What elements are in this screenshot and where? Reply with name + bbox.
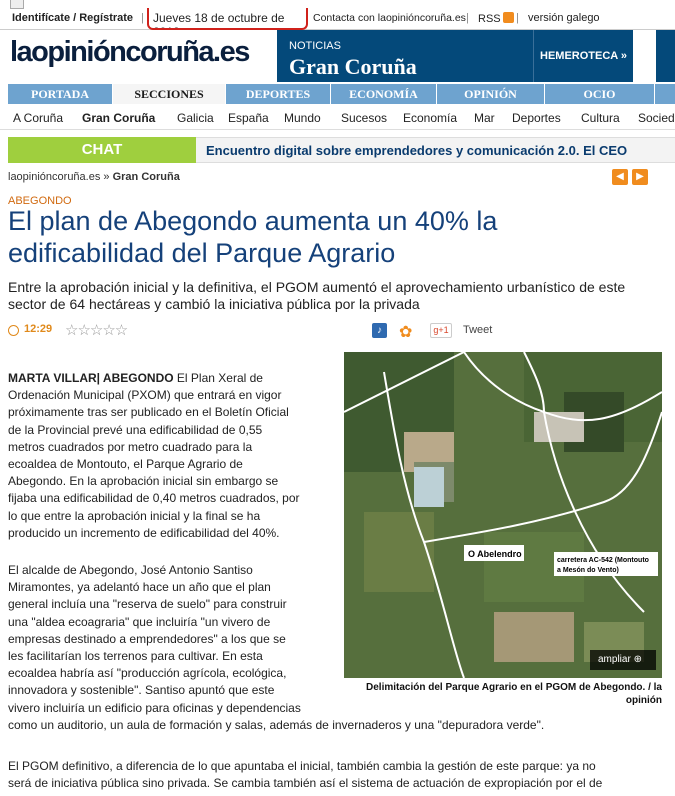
- contact-link[interactable]: Contacta con laopinióncoruña.es: [313, 12, 466, 24]
- subnav-espana[interactable]: España: [228, 111, 269, 125]
- article-headline: El plan de Abegondo aumenta un 40% la edificabilidad del Parque Agrario: [8, 206, 498, 268]
- prev-article-button[interactable]: [612, 169, 628, 185]
- chat-ticker[interactable]: [196, 137, 675, 163]
- paragraph-line: empresas destinado a emprendedores" a los que se: [8, 631, 286, 646]
- article-time: 12:29: [24, 323, 53, 335]
- chat-button[interactable]: CHAT: [8, 137, 196, 163]
- separator: |: [466, 12, 469, 24]
- red-underline-annotation: [147, 8, 308, 30]
- road-label-line1: carretera AC-542 (Montouto: [557, 557, 649, 564]
- article-meta: [8, 322, 668, 342]
- arrow-right-icon: ▶: [636, 171, 644, 182]
- road-label-line2: a Mesón do Vento): [557, 567, 619, 574]
- paragraph-line: fijaba una edificabilidad de 0,40 metros cuadrados, por: [8, 491, 300, 506]
- tweet-button[interactable]: Tweet: [463, 324, 493, 336]
- date-display: [147, 8, 308, 30]
- clock-icon: [8, 325, 19, 336]
- broken-image-icon: [10, 0, 24, 9]
- paragraph-line: les facilitarían los terrenos para cultivar. En esta: [8, 649, 263, 664]
- breadcrumb-section[interactable]: Gran Coruña: [112, 171, 180, 183]
- section-title: Gran Coruña: [289, 54, 417, 79]
- rss-label: RSS: [478, 13, 501, 25]
- subnav-mar[interactable]: Mar: [474, 111, 495, 125]
- subnav-cultura[interactable]: Cultura: [581, 111, 620, 125]
- meneame-icon[interactable]: ✿: [399, 324, 413, 341]
- paragraph-line: general incluía una "reserva de suelo" para construir: [8, 597, 287, 612]
- zoom-label: ampliar: [598, 654, 631, 665]
- paragraph-line: próximamente tras ser publicado en el Boletín Oficial: [8, 405, 289, 420]
- arrow-left-icon: ◀: [616, 171, 624, 182]
- paragraph-line: Abegondo. En la aprobación inicial sin embargo se: [8, 474, 279, 489]
- paragraph-line: Miramontes, ya adelantó hace un año que el plan: [8, 580, 271, 595]
- subnav-mundo[interactable]: Mundo: [284, 111, 321, 125]
- tab-ocio[interactable]: OCIO: [545, 84, 655, 104]
- share-icon[interactable]: ♪: [372, 323, 387, 338]
- date-text: Jueves 18 de octubre de: [153, 11, 285, 25]
- article-subhead: Entre la aprobación inicial y la definitiva, el PGOM aumentó el aprovechamiento urbanístico de este sector de 64 hectáreas y cambió la iniciativa pública por la privada: [8, 279, 626, 312]
- subnav-a-coruna[interactable]: A Coruña: [13, 111, 64, 125]
- article-paragraph-1: [8, 370, 338, 542]
- article-paragraph-2: [8, 562, 668, 734]
- paragraph-line: innovadora y sostenible". Santiso apuntó que este: [8, 683, 275, 698]
- site-logo[interactable]: laopinióncoruña.es: [10, 36, 249, 68]
- article-paragraph-3: [8, 758, 668, 792]
- separator: |: [516, 12, 519, 24]
- rating-stars[interactable]: ☆☆☆☆☆: [65, 322, 128, 339]
- article-byline: MARTA VILLAR| ABEGONDO: [8, 371, 174, 385]
- paragraph-line: como un auditorio, un aula de formación y salas, además de invernaderos y una "depuradora verde".: [8, 717, 545, 732]
- paragraph-line: vivero incluiría un edificio para oficinas y dependencias: [8, 700, 301, 715]
- paragraph-line: El alcalde de Abegondo, José Antonio Santiso: [8, 563, 253, 577]
- subnav-deportes[interactable]: Deportes: [512, 111, 561, 125]
- rss-link[interactable]: [478, 12, 514, 25]
- main-nav: [8, 84, 675, 104]
- breadcrumb: [8, 171, 180, 183]
- tab-opinion[interactable]: OPINIÓN: [437, 84, 545, 104]
- paragraph-line: una "aldea ecoagraria" que incluiría "un vivero de: [8, 614, 271, 629]
- chat-ticker-text: Encuentro digital sobre emprendedores y comunicación 2.0. El CEO: [206, 143, 628, 158]
- subnav-economia[interactable]: Economía: [403, 111, 458, 125]
- hemeroteca-button[interactable]: HEMEROTECA »: [533, 30, 633, 82]
- paragraph-line: será de iniciativa pública sino privada. Se cambia también así el sistema de actuación de expropiación por el de: [8, 776, 603, 791]
- rss-icon: [503, 12, 514, 23]
- breadcrumb-sep: »: [100, 171, 113, 183]
- subnav-sociedad[interactable]: Socied: [638, 111, 675, 125]
- paragraph-line: Ordenación Municipal (PXOM) que entrará en vigor: [8, 388, 282, 403]
- paragraph-line: metros cuadrados por metro cuadrado para la: [8, 439, 253, 454]
- galego-link[interactable]: versión galego: [528, 12, 600, 24]
- separator: |: [141, 12, 144, 24]
- paragraph-line: MARTA VILLAR| ABEGONDO El Plan Xeral de: [8, 371, 263, 385]
- magnifier-icon: ⊕: [633, 654, 642, 665]
- header-right-block: [656, 30, 675, 82]
- breadcrumb-home[interactable]: laopinióncoruña.es: [8, 171, 101, 183]
- subnav-gran-coruna[interactable]: Gran Coruña: [82, 111, 156, 125]
- paragraph-line: producido un incremento de edificabilidad del 40%.: [8, 525, 280, 540]
- paragraph-line: ecoaldea de Montouto, el Parque Agrario de: [8, 457, 243, 472]
- tab-portada[interactable]: PORTADA: [8, 84, 113, 104]
- section-kicker: NOTICIAS: [289, 40, 341, 52]
- tab-deportes[interactable]: DEPORTES: [226, 84, 331, 104]
- tab-economia[interactable]: ECONOMÍA: [331, 84, 437, 104]
- paragraph-line: de la Provincial prevé una edificabilidad de 0,55: [8, 422, 263, 437]
- paragraph-line: ecoaldea habría así "producción agrícola, ecológica,: [8, 666, 287, 681]
- article-kicker[interactable]: ABEGONDO: [8, 195, 72, 207]
- paragraph-line: lo que entre la aprobación inicial y la final se ha: [8, 508, 261, 523]
- subnav-sucesos[interactable]: Sucesos: [341, 111, 388, 125]
- login-link[interactable]: Identifícate / Regístrate: [12, 12, 134, 24]
- sub-nav: [0, 104, 675, 130]
- paragraph-line: El PGOM definitivo, a diferencia de lo que apuntaba el inicial, también cambia la gestión de este parque: ya no: [8, 759, 596, 773]
- photo-caption: Delimitación del Parque Agrario en el PGOM de Abegondo. / la opinión: [366, 682, 662, 706]
- top-utility-bar: [0, 0, 675, 30]
- gplus-button[interactable]: g+1: [430, 323, 452, 338]
- place-label: O Abelendro: [468, 549, 522, 559]
- next-article-button[interactable]: [632, 169, 648, 185]
- subnav-galicia[interactable]: Galicia: [177, 111, 214, 125]
- tab-secciones[interactable]: SECCIONES: [113, 84, 226, 104]
